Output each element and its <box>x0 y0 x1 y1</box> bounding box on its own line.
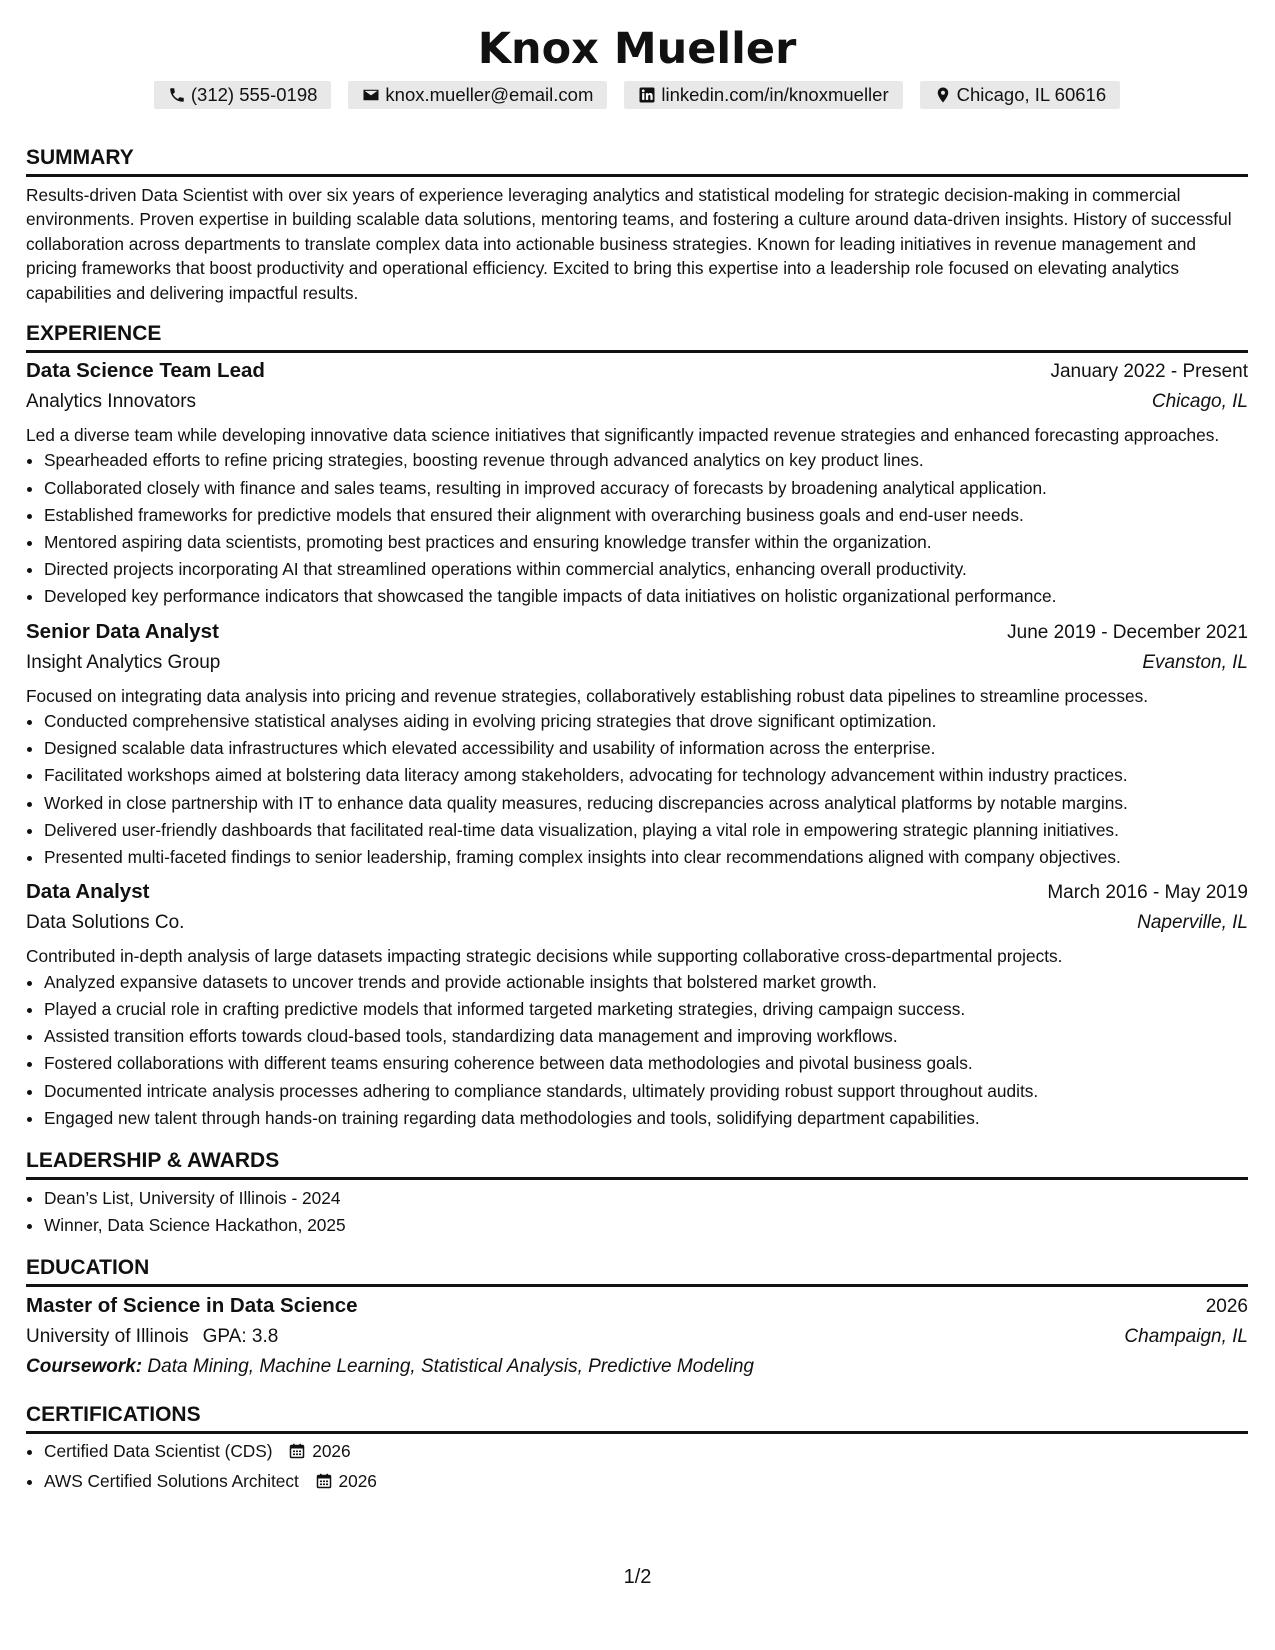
school-line <box>26 1322 278 1352</box>
contact-phone-text: (312) 555-0198 <box>190 84 318 105</box>
contact-phone <box>154 81 332 109</box>
job-title: Senior Data Analyst <box>26 619 219 643</box>
contact-location <box>920 81 1120 109</box>
list-item: • Mentored aspiring data scientists, promoting best practices and ensuring knowledge transfer within the organization. <box>44 529 1248 556</box>
list-item: • Analyzed expansive datasets to uncover trends and provide actionable insights that bolstered market growth. <box>44 969 1248 996</box>
phone-icon <box>168 86 186 104</box>
school-name: University of Illinois <box>26 1326 189 1348</box>
section-title-leadership: LEADERSHIP & AWARDS <box>26 1148 1248 1180</box>
candidate-name: Knox Mueller <box>477 24 797 74</box>
leadership-section <box>26 1148 1248 1239</box>
list-item: • Dean’s List, University of Illinois - 2024 <box>44 1185 1248 1212</box>
list-item: • Documented intricate analysis processes adhering to compliance standards, ultimately providing robust support throughout audits. <box>44 1078 1248 1105</box>
job-location: Chicago, IL <box>1151 391 1248 413</box>
contact-email[interactable] <box>348 81 607 109</box>
education-entry <box>26 1291 1248 1382</box>
job-organization: Insight Analytics Group <box>26 651 221 673</box>
list-item <box>44 1468 1248 1497</box>
job-title: Data Science Team Lead <box>26 359 265 383</box>
envelope-icon <box>362 86 380 104</box>
job-entry <box>26 877 1248 1132</box>
list-item: • Delivered user-friendly dashboards that facilitated real-time data visualization, playing a vital role in empowering strategic planning initiatives. <box>44 817 1248 844</box>
list-item: • Winner, Data Science Hackathon, 2025 <box>44 1212 1248 1239</box>
calendar-icon <box>289 1440 305 1467</box>
cert-name: Certified Data Scientist (CDS) <box>44 1441 273 1462</box>
contact-linkedin[interactable] <box>624 81 902 109</box>
map-pin-icon <box>934 86 952 104</box>
coursework-label: Coursework: <box>26 1356 143 1378</box>
calendar-icon <box>316 1470 332 1497</box>
section-title-summary: SUMMARY <box>26 145 1248 177</box>
list-item: • Spearheaded efforts to refine pricing strategies, boosting revenue through advanced analytics on key product lines. <box>44 447 1248 474</box>
coursework-list: Data Mining, Machine Learning, Statistical Analysis, Predictive Modeling <box>147 1356 754 1378</box>
list-item: • Facilitated workshops aimed at bolstering data literacy among stakeholders, advocating for technology advancement within industry practices. <box>44 762 1248 789</box>
section-title-education: EDUCATION <box>26 1255 1248 1287</box>
list-item: • Assisted transition efforts towards cloud-based tools, standardizing data management and improving workflows. <box>44 1023 1248 1050</box>
page-number: 1/2 <box>623 1566 652 1588</box>
summary-text: Results-driven Data Scientist with over six years of experience leveraging analytics and statistical modeling for strategic decision-making in commercial environments. Proven expertise in building scalable data solutions, mentoring teams, and fostering a culture around data-driven insights. History of successful collaboration across departments to translate complex data into actionable business strategies. Known for leading initiatives in revenue management and pricing frameworks that boost productivity and operational efficiency. Excited to bring this expertise into a leadership role focused on elevating analytics capabilities and delivering impactful results. <box>26 185 1232 303</box>
list-item: • Designed scalable data infrastructures which elevated accessibility and usability of information across the enterprise. <box>44 735 1248 762</box>
list-item: • Worked in close partnership with IT to enhance data quality measures, reducing discrepancies across analytical platforms by notable margins. <box>44 790 1248 817</box>
contact-linkedin-text: linkedin.com/in/knoxmueller <box>661 84 889 105</box>
leadership-list <box>26 1185 1248 1239</box>
experience-section <box>26 321 1248 1132</box>
job-dates: March 2016 - May 2019 <box>1047 882 1248 904</box>
certifications-section <box>26 1402 1248 1496</box>
list-item: • Directed projects incorporating AI that streamlined operations within commercial analytics, enhancing overall productivity. <box>44 556 1248 583</box>
job-entry <box>26 617 1248 872</box>
resume-content <box>26 0 1248 1497</box>
gpa: GPA: 3.8 <box>202 1326 279 1348</box>
degree-year: 2026 <box>1205 1296 1248 1318</box>
job-organization: Analytics Innovators <box>26 391 197 413</box>
list-item: • Established frameworks for predictive models that ensured their alignment with overarching business goals and end-user needs. <box>44 502 1248 529</box>
list-item <box>44 1438 1248 1467</box>
list-item: • Fostered collaborations with different teams ensuring coherence between data methodologies and pivotal business goals. <box>44 1050 1248 1077</box>
job-description: Focused on integrating data analysis into pricing and revenue strategies, collaboratively establishing robust data pipelines to streamline processes. <box>26 685 1149 706</box>
degree-title: Master of Science in Data Science <box>26 1294 358 1318</box>
contact-location-text: Chicago, IL 60616 <box>956 84 1107 105</box>
job-dates: June 2019 - December 2021 <box>1007 621 1248 643</box>
cert-year: 2026 <box>312 1441 351 1462</box>
job-title: Data Analyst <box>26 880 150 904</box>
job-organization: Data Solutions Co. <box>26 912 185 934</box>
job-bullets <box>26 969 1248 1132</box>
contact-email-text: knox.mueller@email.com <box>385 84 594 105</box>
certifications-list <box>26 1438 1248 1496</box>
list-item: • Presented multi-faceted findings to senior leadership, framing complex insights into clear recommendations aligned with company objectives. <box>44 844 1248 871</box>
education-section <box>26 1255 1248 1382</box>
cert-year: 2026 <box>338 1470 377 1491</box>
job-entry <box>26 356 1248 611</box>
section-title-experience: EXPERIENCE <box>26 321 1248 353</box>
summary-section <box>26 145 1248 305</box>
contact-bar <box>26 81 1248 109</box>
job-bullets <box>26 447 1248 610</box>
list-item: • Developed key performance indicators that showcased the tangible impacts of data initiatives on holistic organizational performance. <box>44 583 1248 610</box>
list-item: • Conducted comprehensive statistical analyses aiding in evolving pricing strategies that drove significant optimization. <box>44 708 1248 735</box>
job-description: Contributed in-depth analysis of large datasets impacting strategic decisions while supporting collaborative cross-departmental projects. <box>26 946 1063 967</box>
linkedin-icon <box>638 86 656 104</box>
coursework <box>26 1352 1248 1382</box>
job-location: Naperville, IL <box>1137 912 1248 934</box>
school-location: Champaign, IL <box>1124 1326 1248 1348</box>
list-item: • Collaborated closely with finance and sales teams, resulting in improved accuracy of forecasts by broadening analytical application. <box>44 475 1248 502</box>
section-title-certifications: CERTIFICATIONS <box>26 1402 1248 1434</box>
list-item: • Engaged new talent through hands-on training regarding data methodologies and tools, solidifying department capabilities. <box>44 1105 1248 1132</box>
cert-name: AWS Certified Solutions Architect <box>44 1470 299 1491</box>
job-description: Led a diverse team while developing innovative data science initiatives that significantly impacted revenue strategies and enhanced forecasting approaches. <box>26 425 1220 446</box>
list-item: • Played a crucial role in crafting predictive models that informed targeted marketing strategies, driving campaign success. <box>44 996 1248 1023</box>
job-bullets <box>26 708 1248 871</box>
job-location: Evanston, IL <box>1142 651 1248 673</box>
job-dates: January 2022 - Present <box>1050 361 1248 383</box>
